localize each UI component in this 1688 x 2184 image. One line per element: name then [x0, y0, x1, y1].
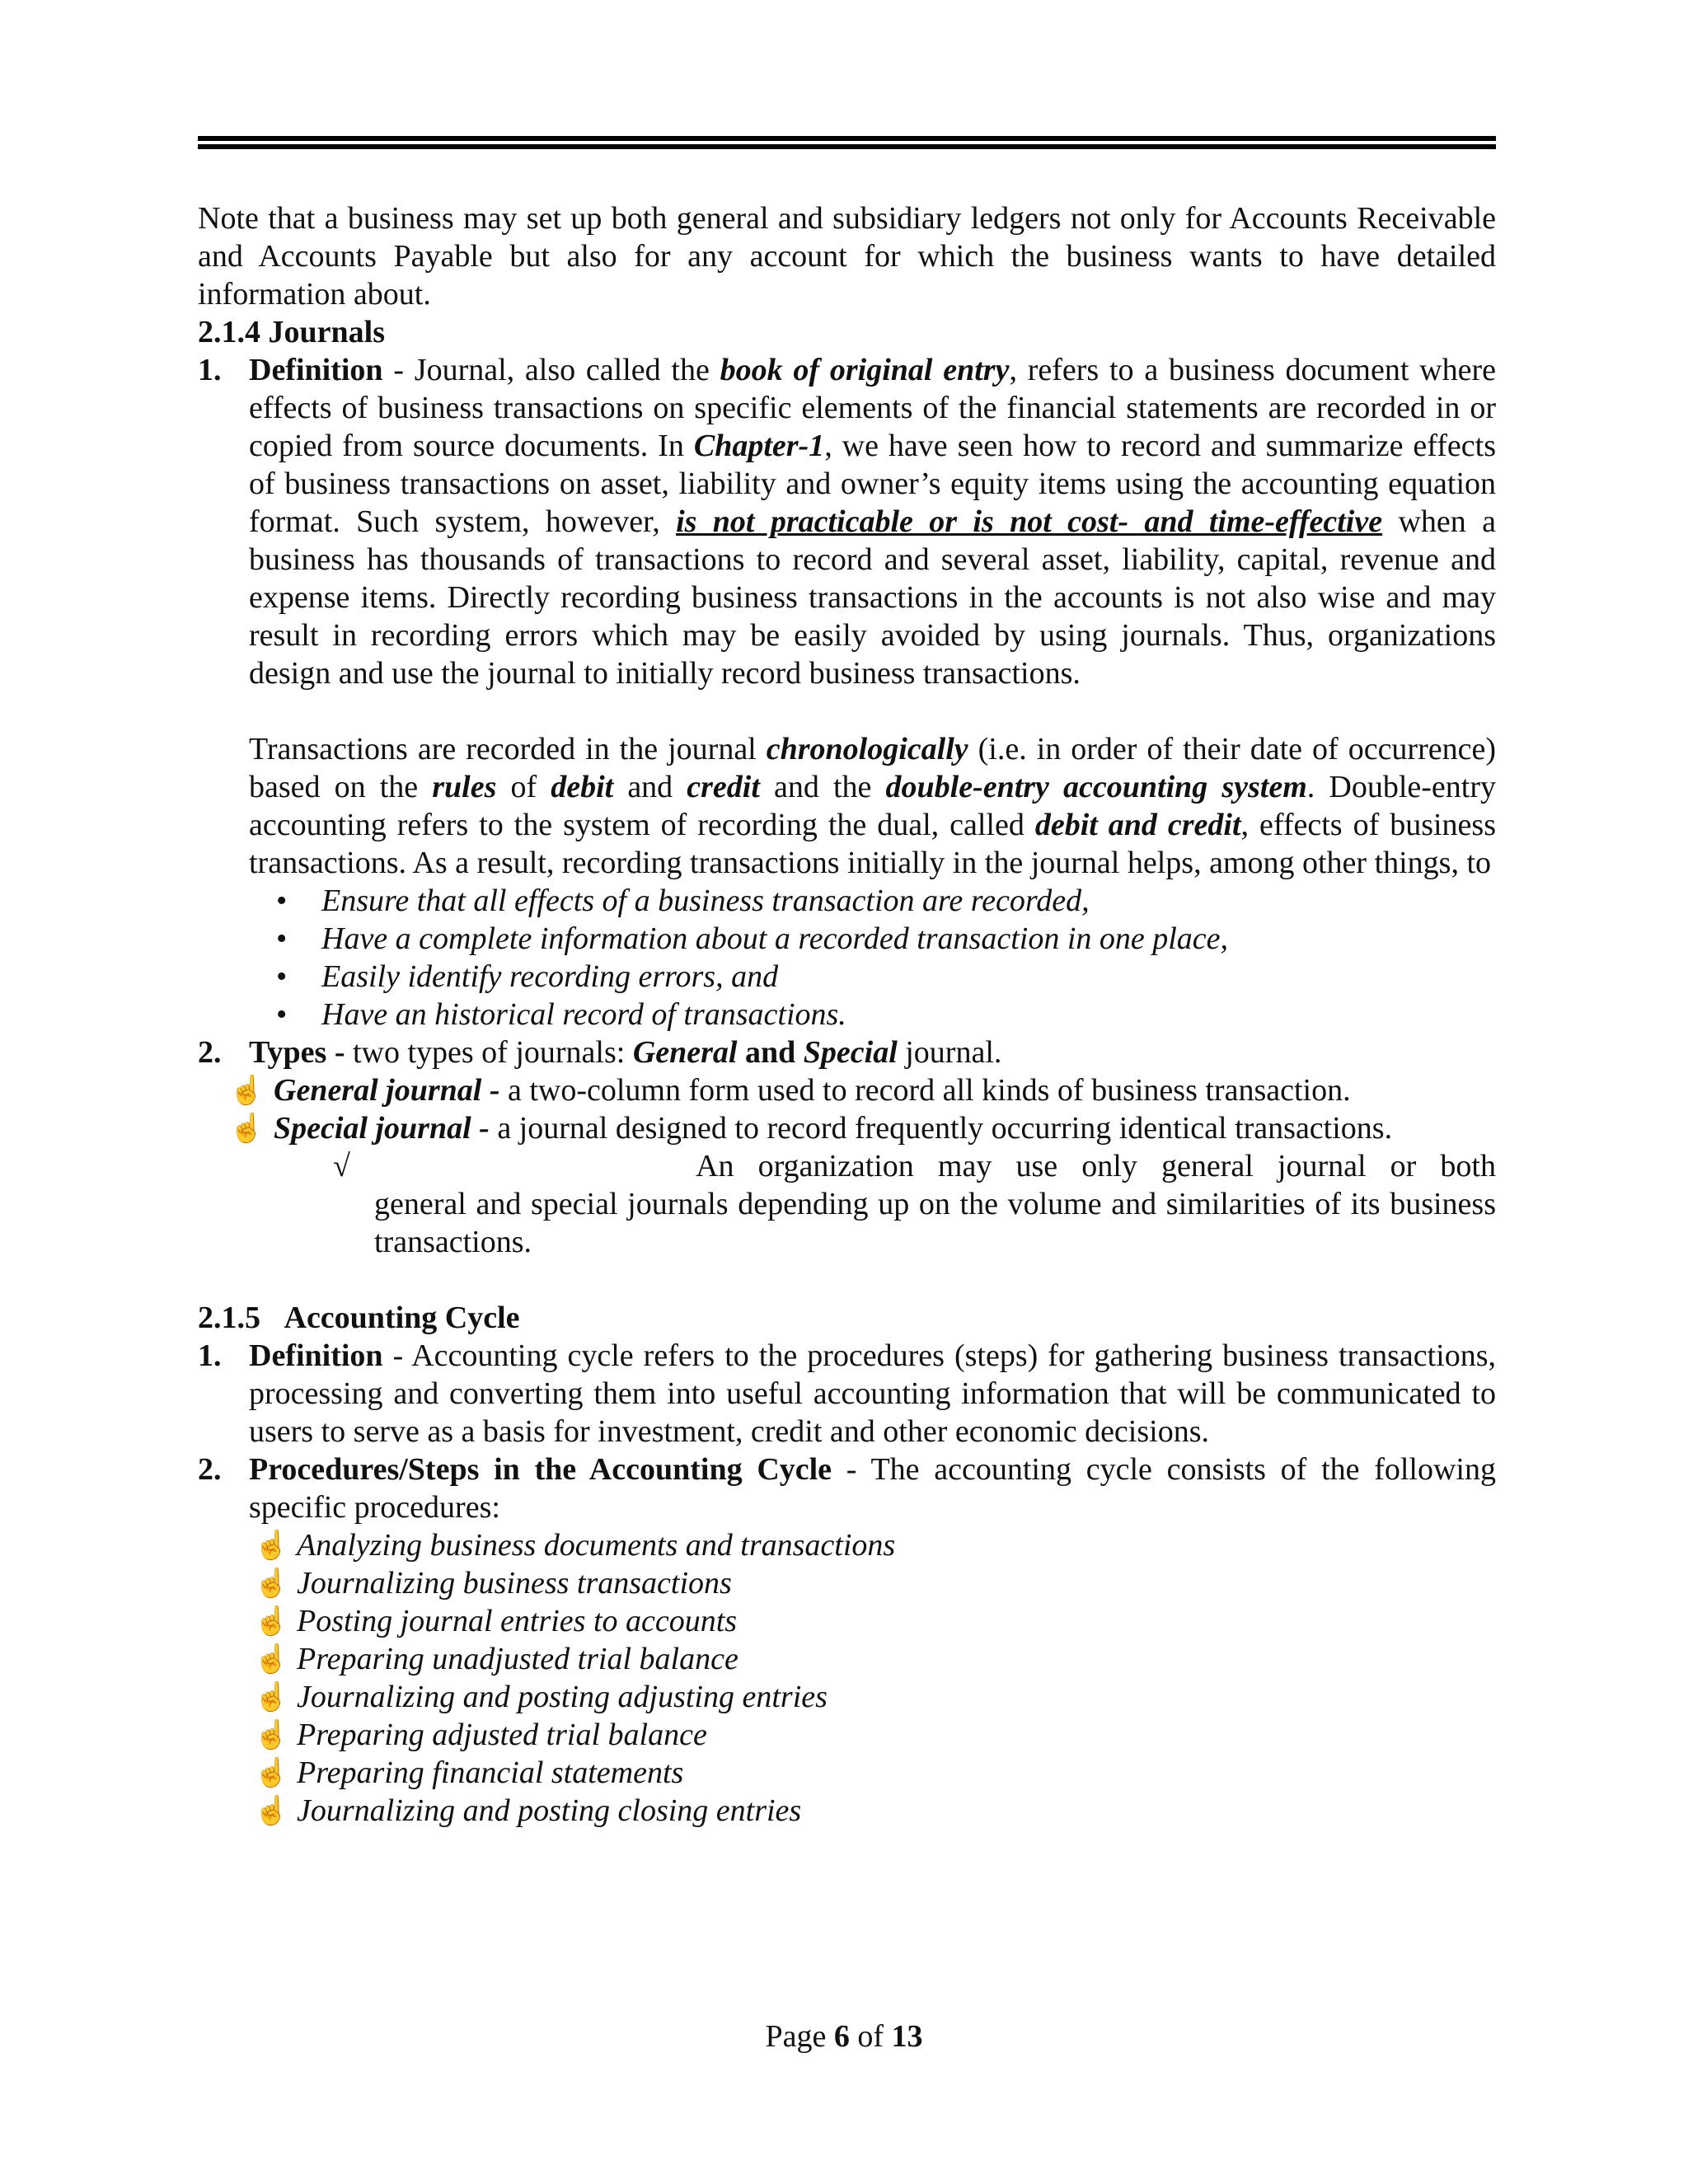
text-run: and the	[759, 770, 886, 804]
text-run: journal.	[897, 1035, 1002, 1070]
journal-types-list	[198, 1071, 1496, 1147]
journals-heading: 2.1.4 Journals	[198, 315, 385, 349]
pointing-hand-icon: ☝	[254, 1720, 289, 1750]
emphasis: book of original entry	[720, 353, 1010, 387]
footer-text: of	[849, 2019, 892, 2054]
list-item-text: Have a complete information about a recorded transaction in one place,	[321, 921, 1229, 956]
journal-definition-paragraph	[249, 351, 1496, 692]
list-item	[198, 1678, 1496, 1716]
checkmark-icon: √	[333, 1149, 350, 1183]
note-first-line: An organization may use only general journal or both	[696, 1149, 1496, 1183]
total-page-count: 13	[891, 2019, 923, 2054]
text-run: of	[496, 770, 551, 804]
pointing-hand-icon: ☝	[254, 1606, 289, 1637]
cycle-heading: 2.1.5 Accounting Cycle	[198, 1301, 520, 1335]
list-item	[198, 1564, 1496, 1602]
intro-note: Note that a business may set up both general and subsidiary ledgers not only for Accounts Receivable and Accounts Payable but also for any account for which the business wants to have detailed information about.	[198, 201, 1496, 312]
list-number: 1.	[198, 353, 222, 387]
header-rule-top	[198, 136, 1496, 141]
cycle-definition	[198, 1337, 1496, 1451]
text-run: , we have seen how to record and summarize effects of business transactions on asset, liability and owner’s equity items using the accounting equation format. Such system, however,	[249, 429, 1496, 539]
emphasis-underlined: is not practicable or is not cost- and time-effective	[676, 504, 1383, 539]
list-item	[198, 1071, 1496, 1109]
list-item-text: a journal designed to record frequently occurring identical transactions.	[489, 1111, 1393, 1146]
pointing-hand-icon: ☝	[229, 1076, 265, 1106]
emphasis: chronologically	[766, 732, 968, 766]
journal-types-line	[249, 1033, 1496, 1071]
text-run: (i.e. in order of their date of occurrence) based on the	[249, 732, 1496, 804]
term-label: Definition	[249, 353, 383, 387]
pointing-hand-icon: ☝	[229, 1113, 265, 1144]
emphasis: General	[632, 1035, 738, 1070]
list-item	[198, 1716, 1496, 1754]
list-item	[198, 1754, 1496, 1792]
list-item	[198, 1602, 1496, 1640]
journal-types	[198, 1033, 1496, 1071]
bullet-icon: •	[276, 997, 288, 1032]
text-run: - Journal, also called the	[382, 353, 720, 387]
pointing-hand-icon: ☝	[254, 1796, 289, 1826]
text-run: when a business has thousands of transactions to record and several asset, liability, capital, revenue and expense items. Directly recording business transactions in the accounts is not also wise and may result in recording errors which may be easily avoided by using journals. Thus, organizations design and use the journal to initially record business transactions.	[249, 504, 1496, 691]
term-label: General journal -	[274, 1073, 500, 1108]
pointing-hand-icon: ☝	[254, 1644, 289, 1675]
paragraph-gap	[249, 692, 1496, 730]
list-item-text: Preparing adjusted trial balance	[297, 1718, 707, 1752]
page-footer	[0, 2018, 1688, 2055]
current-page-number: 6	[833, 2019, 850, 2054]
pointing-hand-icon: ☝	[254, 1568, 289, 1599]
emphasis: double-entry accounting system	[885, 770, 1307, 804]
text-run: , effects of business transactions. As a result, recording transactions initially in the journal helps, among other things, to	[249, 808, 1496, 880]
list-number: 2.	[198, 1452, 222, 1487]
list-item-text: Preparing financial statements	[297, 1755, 684, 1790]
list-item-text: a two-column form used to record all kinds of business transaction.	[499, 1073, 1351, 1108]
text-run: , refers to a business document where effects of business transactions on specific elements of the financial statements are recorded in or copied from source documents. In	[249, 353, 1496, 463]
list-item	[198, 882, 1496, 920]
term-label: Special journal -	[274, 1111, 490, 1146]
list-item	[198, 958, 1496, 996]
term-label: Procedures/Steps in the Accounting Cycle	[249, 1452, 832, 1487]
journal-chronological-paragraph	[249, 730, 1496, 882]
list-item	[198, 1792, 1496, 1830]
pointing-hand-icon: ☝	[254, 1682, 289, 1713]
emphasis: debit	[551, 770, 614, 804]
text-run: . Double-entry accounting refers to the system of recording the dual, called	[249, 770, 1496, 842]
note-rest: general and special journals depending up on the volume and similarities of its business transactions.	[374, 1187, 1496, 1259]
footer-text: Page	[765, 2019, 834, 2054]
list-item-text: Easily identify recording errors, and	[321, 959, 779, 994]
list-item-text: Posting journal entries to accounts	[297, 1604, 738, 1638]
list-item-text: Analyzing business documents and transactions	[297, 1528, 896, 1563]
cycle-procedures-paragraph	[249, 1451, 1496, 1526]
list-item	[198, 996, 1496, 1033]
paragraph-gap	[198, 1261, 1496, 1299]
text-run: - The accounting cycle consists of the following specific procedures:	[249, 1452, 1496, 1525]
list-item	[198, 1109, 1496, 1147]
text-run: - Accounting cycle refers to the procedures (steps) for gathering business transactions, processing and converting them into useful accounting information that will be communicated to users to serve as a basis for investment, credit and other economic decisions.	[249, 1338, 1496, 1449]
cycle-definition-paragraph	[249, 1337, 1496, 1451]
text-run: Transactions are recorded in the journal	[249, 732, 767, 766]
term-label: Types -	[249, 1035, 345, 1070]
list-number: 2.	[198, 1035, 222, 1070]
pointing-hand-icon: ☝	[254, 1758, 289, 1788]
term-label: Definition	[249, 1338, 383, 1373]
list-item	[198, 1640, 1496, 1678]
list-item-text: Have an historical record of transactions.	[321, 997, 846, 1032]
journal-usage-note	[333, 1147, 1496, 1261]
emphasis: debit and credit	[1034, 808, 1241, 842]
page-body	[198, 199, 1496, 1830]
bullet-icon: •	[276, 883, 288, 918]
pointing-hand-icon: ☝	[254, 1530, 289, 1561]
list-item-text: Journalizing business transactions	[297, 1566, 732, 1601]
bullet-icon: •	[276, 921, 288, 956]
list-item-text: Journalizing and posting adjusting entries	[297, 1680, 828, 1714]
list-item-text: Ensure that all effects of a business transaction are recorded,	[321, 883, 1090, 918]
emphasis: rules	[432, 770, 497, 804]
text-run: and	[737, 1035, 804, 1070]
journal-benefits-list	[198, 882, 1496, 1033]
list-item	[198, 1526, 1496, 1564]
journal-definition	[198, 351, 1496, 882]
cycle-procedures	[198, 1451, 1496, 1526]
list-number: 1.	[198, 1338, 222, 1373]
list-item	[198, 920, 1496, 958]
bullet-icon: •	[276, 959, 288, 994]
list-item-text: Journalizing and posting closing entries	[297, 1793, 802, 1828]
text-run: two types of journals:	[345, 1035, 633, 1070]
header-rule-bottom	[198, 144, 1496, 149]
emphasis: credit	[687, 770, 760, 804]
emphasis: Chapter-1	[693, 429, 825, 463]
list-item-text: Preparing unadjusted trial balance	[297, 1642, 738, 1676]
emphasis: Special	[803, 1035, 898, 1070]
cycle-steps-list	[198, 1526, 1496, 1830]
text-run: and	[613, 770, 687, 804]
